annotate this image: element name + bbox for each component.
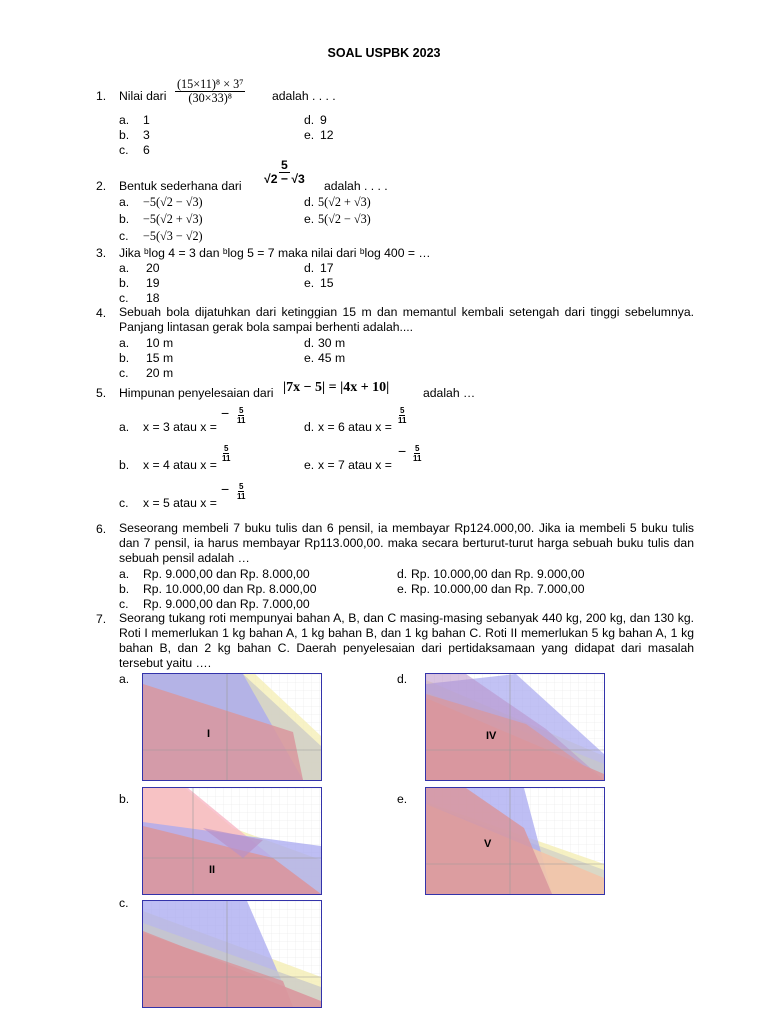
option-letter: b. [119, 128, 130, 142]
option-letter: b. [119, 212, 130, 226]
option-letter: d. [304, 420, 315, 434]
fraction-denominator: 11 [237, 492, 246, 501]
fraction [236, 482, 246, 501]
region-graph [426, 674, 604, 780]
fraction-denominator: 11 [398, 416, 407, 425]
option-c[interactable]: x = 5 atau x = [143, 496, 217, 510]
option-letter: a. [119, 261, 130, 275]
fraction [221, 444, 231, 463]
graph-option-d[interactable] [425, 673, 605, 781]
question-text: Himpunan penyelesaian dari [119, 386, 274, 400]
question-suffix: adalah . . . . [272, 89, 336, 103]
question-number: 5. [96, 386, 107, 400]
option-letter: c. [119, 496, 129, 510]
region-label: II [209, 864, 216, 876]
region-graph [143, 901, 321, 1007]
option-c[interactable]: Rp. 9.000,00 dan Rp. 7.000,00 [143, 597, 310, 611]
minus-sign: − [221, 405, 230, 421]
fraction-numerator: 5 [239, 482, 244, 491]
question-text: Seseorang membeli 7 buku tulis dan 6 pensil, ia membayar Rp124.000,00. Jika ia membeli 5 buku tulis dan 7 pensil, ia harus membayar Rp113.000,00. maka secara berturut-turut harga sebuah buku tulis dan sebuah pensil adalah … [119, 521, 694, 565]
option-letter: d. [304, 336, 315, 350]
minus-sign: − [398, 443, 407, 459]
option-c[interactable]: 20 m [146, 366, 174, 380]
option-b[interactable]: x = 4 atau x = [143, 458, 217, 472]
option-letter: a. [119, 113, 130, 127]
option-c[interactable]: 18 [146, 291, 160, 305]
option-a[interactable]: −5(√2 − √3) [143, 195, 203, 209]
option-a[interactable]: Rp. 9.000,00 dan Rp. 8.000,00 [143, 567, 310, 581]
fraction-denominator: 11 [222, 454, 231, 463]
option-d[interactable]: x = 6 atau x = [318, 420, 392, 434]
option-letter: e. [304, 276, 315, 290]
graph-option-a[interactable] [142, 673, 322, 781]
option-letter: e. [397, 582, 408, 596]
option-d[interactable]: 5(√2 + √3) [318, 195, 371, 209]
region-label: IV [486, 730, 497, 742]
option-letter: a. [119, 672, 130, 686]
question-number: 3. [96, 246, 107, 260]
region-graph [143, 674, 321, 780]
option-c[interactable]: 6 [143, 143, 150, 157]
equation: |7x − 5| = |4x + 10| [283, 380, 390, 395]
region-label: V [484, 838, 492, 850]
option-e[interactable]: 45 m [318, 351, 346, 365]
question-number: 2. [96, 179, 107, 193]
option-e[interactable]: 12 [320, 128, 334, 142]
option-letter: d. [304, 195, 315, 209]
question-suffix: adalah . . . . [324, 179, 388, 193]
question-number: 4. [96, 306, 107, 320]
question-number: 1. [96, 89, 107, 103]
question-text: Jika ᵇlog 4 = 3 dan ᵇlog 5 = 7 maka nilai dari ᵇlog 400 = … [119, 246, 431, 260]
option-letter: c. [119, 229, 129, 243]
question-text: Nilai dari [119, 89, 167, 103]
option-letter: d. [304, 261, 315, 275]
option-b[interactable]: −5(√2 + √3) [143, 212, 203, 226]
fraction [412, 444, 422, 463]
option-letter: b. [119, 792, 130, 806]
graph-option-e[interactable] [425, 787, 605, 895]
option-letter: e. [304, 458, 315, 472]
fraction-denominator: √2 − √3 [264, 172, 305, 186]
option-letter: a. [119, 567, 130, 581]
option-letter: e. [304, 351, 315, 365]
option-e[interactable]: 15 [320, 276, 334, 290]
fraction-numerator: 5 [224, 444, 229, 453]
option-letter: b. [119, 458, 130, 472]
graph-option-c[interactable] [142, 900, 322, 1008]
question-text: Seorang tukang roti mempunyai bahan A, B, dan C masing-masing sebanyak 440 kg, 200 kg, dan 130 kg. Roti I memerlukan 1 kg bahan A, 1 kg bahan B, dan 1 kg bahan C. Roti II memerlukan 5 kg bahan A, 1 kg bahan B, dan 2 kg bahan C. Daerah penyelesaian dari pertidaksamaan yang didapat dari masalah tersebut yaitu …. [119, 611, 694, 670]
region-label: I [207, 728, 211, 740]
option-d[interactable]: 9 [320, 113, 327, 127]
option-a[interactable]: 20 [146, 261, 160, 275]
option-c[interactable]: −5(√3 − √2) [143, 229, 203, 243]
option-d[interactable]: Rp. 10.000,00 dan Rp. 9.000,00 [411, 567, 585, 581]
fraction-numerator: 5 [281, 158, 288, 172]
option-e[interactable]: Rp. 10.000,00 dan Rp. 7.000,00 [411, 582, 585, 596]
fraction [397, 406, 407, 425]
minus-sign: − [221, 481, 230, 497]
option-b[interactable]: 3 [143, 128, 150, 142]
option-letter: e. [304, 128, 315, 142]
question-text: Bentuk sederhana dari [119, 179, 242, 193]
option-letter: a. [119, 195, 130, 209]
option-letter: e. [397, 792, 408, 806]
option-letter: c. [119, 291, 129, 305]
option-letter: a. [119, 420, 130, 434]
option-b[interactable]: 15 m [146, 351, 174, 365]
option-letter: e. [304, 212, 315, 226]
region-graph [426, 788, 604, 894]
option-letter: c. [119, 143, 129, 157]
fraction-numerator: (15×11)⁸ × 3⁷ [177, 77, 244, 91]
fraction [175, 78, 245, 105]
fraction-denominator: 11 [237, 416, 246, 425]
fraction [262, 159, 307, 186]
option-letter: d. [397, 567, 408, 581]
option-a[interactable]: 1 [143, 113, 150, 127]
option-letter: b. [119, 582, 130, 596]
option-d[interactable]: 17 [320, 261, 334, 275]
option-d[interactable]: 30 m [318, 336, 346, 350]
option-e[interactable]: x = 7 atau x = [318, 458, 392, 472]
question-text: Sebuah bola dijatuhkan dari ketinggian 15 m dan memantul kembali setengah dari tinggi sebelumnya. Panjang lintasan gerak bola sampai berhenti adalah.... [119, 305, 694, 334]
option-letter: c. [119, 597, 129, 611]
option-letter: c. [119, 896, 129, 910]
option-b[interactable]: 19 [146, 276, 160, 290]
question-suffix: adalah … [423, 386, 476, 400]
question-number: 7. [96, 612, 107, 626]
option-a[interactable]: x = 3 atau x = [143, 420, 217, 434]
option-letter: d. [304, 113, 315, 127]
region-graph [143, 788, 321, 894]
graph-option-b[interactable] [142, 787, 322, 895]
option-letter: c. [119, 366, 129, 380]
page-title: SOAL USPBK 2023 [327, 46, 441, 60]
option-letter: b. [119, 351, 130, 365]
fraction-numerator: 5 [400, 406, 405, 415]
option-e[interactable]: 5(√2 − √3) [318, 212, 371, 226]
fraction-numerator: 5 [239, 406, 244, 415]
fraction [236, 406, 246, 425]
option-b[interactable]: Rp. 10.000,00 dan Rp. 8.000,00 [143, 582, 317, 596]
option-letter: b. [119, 276, 130, 290]
option-letter: a. [119, 336, 130, 350]
fraction-numerator: 5 [415, 444, 420, 453]
option-a[interactable]: 10 m [146, 336, 174, 350]
option-letter: d. [397, 672, 408, 686]
question-number: 6. [96, 522, 107, 536]
fraction-denominator: 11 [413, 454, 422, 463]
fraction-denominator: (30×33)⁸ [188, 91, 233, 105]
